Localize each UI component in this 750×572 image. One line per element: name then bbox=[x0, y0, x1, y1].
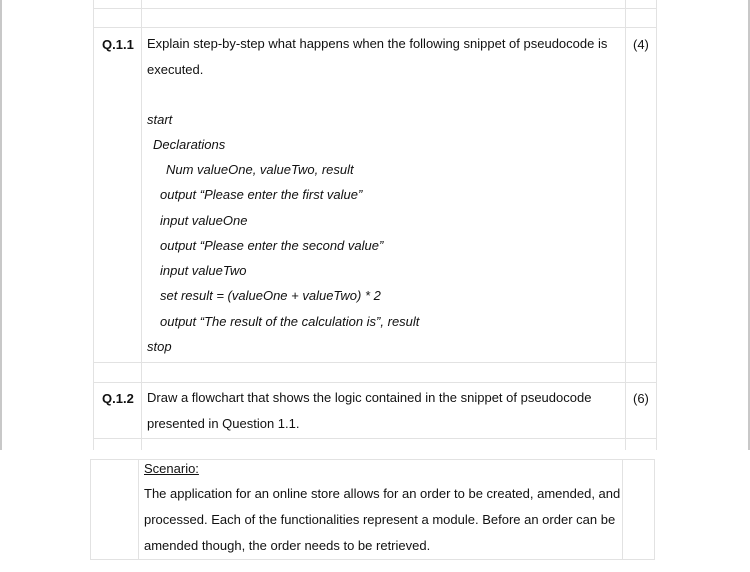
pseudocode-line: stop bbox=[147, 339, 172, 354]
question-number: Q.1.1 bbox=[102, 37, 134, 52]
scenario-text bbox=[144, 481, 620, 559]
question-text-line: executed. bbox=[147, 62, 204, 77]
pseudocode-line: Declarations bbox=[153, 137, 226, 152]
pseudocode-line: set result = (valueOne + valueTwo) * 2 bbox=[160, 288, 381, 303]
scenario-title: Scenario: bbox=[144, 461, 199, 476]
table-row-border bbox=[93, 27, 657, 28]
scenario-border-top bbox=[90, 459, 655, 460]
pseudocode-line: input valueTwo bbox=[160, 263, 247, 278]
page-edge-left bbox=[0, 0, 2, 450]
question-text bbox=[147, 385, 591, 437]
scenario-text-line: processed. Each of the functionalities represent a module. Before an order can be bbox=[144, 512, 616, 527]
scenario-text-line: amended though, the order needs to be retrieved. bbox=[144, 538, 431, 553]
table-row-border bbox=[93, 362, 657, 363]
scenario-text-line: The application for an online store allows for an order to be created, amended, and bbox=[144, 486, 621, 501]
question-marks: (6) bbox=[633, 391, 649, 406]
scenario-border-bottom bbox=[90, 559, 655, 560]
scenario-column-divider bbox=[138, 459, 139, 560]
pseudocode-line: output “Please enter the second value” bbox=[160, 238, 384, 253]
scenario-border-left bbox=[90, 459, 91, 560]
question-marks: (4) bbox=[633, 37, 649, 52]
question-number: Q.1.2 bbox=[102, 391, 134, 406]
pseudocode-line: output “The result of the calculation is”, result bbox=[160, 314, 420, 329]
table-row-border bbox=[93, 382, 657, 383]
scenario-column-divider bbox=[622, 459, 623, 560]
pseudocode-line: start bbox=[147, 112, 173, 127]
question-text bbox=[147, 31, 607, 83]
table-row-border bbox=[93, 438, 657, 439]
pseudocode-line: input valueOne bbox=[160, 213, 248, 228]
table-row-border bbox=[93, 8, 657, 9]
pseudocode-line: output “Please enter the first value” bbox=[160, 187, 363, 202]
question-text-line: Draw a flowchart that shows the logic contained in the snippet of pseudocode bbox=[147, 390, 592, 405]
question-text-line: Explain step-by-step what happens when the following snippet of pseudocode is bbox=[147, 36, 608, 51]
scenario-border-right bbox=[654, 459, 655, 560]
question-text-line: presented in Question 1.1. bbox=[147, 416, 300, 431]
pseudocode-line: Num valueOne, valueTwo, result bbox=[166, 162, 354, 177]
